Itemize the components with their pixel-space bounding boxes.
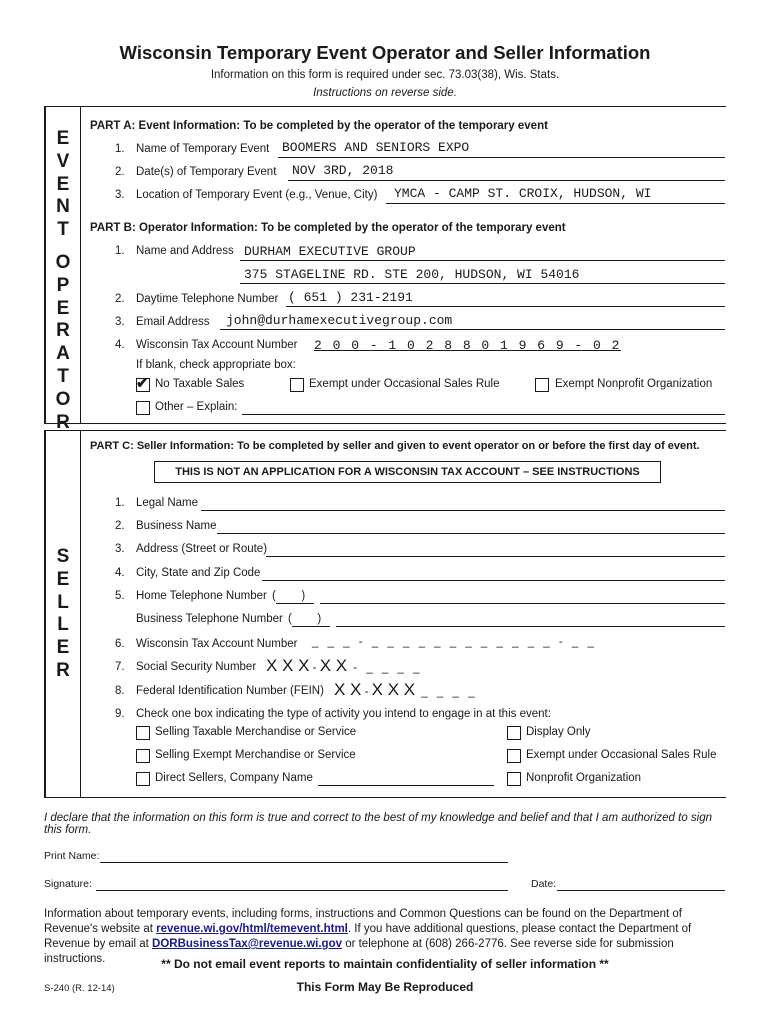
event-date-field[interactable]: NOV 3RD, 2018 <box>292 163 394 178</box>
business-phone-field[interactable] <box>336 626 725 627</box>
part-c-q5-number: 5. <box>115 590 125 602</box>
part-b-q4-number: 4. <box>115 339 125 351</box>
signature-label: Signature: <box>44 878 92 890</box>
event-location-label: Location of Temporary Event (e.g., Venue, City) <box>136 189 378 201</box>
other-checkbox[interactable] <box>136 401 150 415</box>
operator-email-line <box>220 329 725 330</box>
part-c-q2-number: 2. <box>115 520 125 532</box>
activity-type-label: Check one box indicating the type of activity you intend to engage in at this event: <box>136 708 551 720</box>
business-name-label: Business Name <box>136 520 217 532</box>
seller-tax-account-field[interactable]: _ _ _ - _ _ _ _ _ _ _ _ _ _ _ _ - _ _ <box>312 636 597 648</box>
part-a-q2-number: 2. <box>115 166 125 178</box>
event-date-line <box>288 180 725 181</box>
ssn-field[interactable]: X X X - X X - _ _ _ _ <box>266 656 423 675</box>
part-b-q3-number: 3. <box>115 316 125 328</box>
exempt-nonprofit-label: Exempt Nonprofit Organization <box>555 378 713 390</box>
legal-name-field[interactable] <box>201 510 725 511</box>
part-c-q3-number: 3. <box>115 543 125 555</box>
direct-sellers-label: Direct Sellers, Company Name <box>155 772 313 784</box>
event-name-label: Name of Temporary Event <box>136 143 270 155</box>
no-taxable-sales-label: No Taxable Sales <box>155 378 245 390</box>
operator-address-field[interactable]: 375 STAGELINE RD. STE 200, HUDSON, WI 54016 <box>244 267 580 282</box>
seller-tax-account-label: Wisconsin Tax Account Number <box>136 638 298 650</box>
seller-address-label: Address (Street or Route) <box>136 543 268 555</box>
part-a-q3-number: 3. <box>115 189 125 201</box>
legal-name-label: Legal Name <box>136 497 199 509</box>
operator-phone-area: 651 <box>303 290 328 305</box>
date-field[interactable] <box>557 890 725 891</box>
home-phone-field[interactable] <box>320 603 725 604</box>
event-location-field[interactable]: YMCA - CAMP ST. CROIX, HUDSON, WI <box>394 186 652 201</box>
event-name-line <box>278 157 725 158</box>
event-name-field[interactable]: BOOMERS AND SENIORS EXPO <box>282 140 470 155</box>
part-a-q1-number: 1. <box>115 143 125 155</box>
home-phone-area-paren: ( ) <box>272 590 306 602</box>
operator-name-field[interactable]: DURHAM EXECUTIVE GROUP <box>244 244 416 259</box>
operator-phone-line <box>286 306 725 307</box>
part-b-heading: PART B: Operator Information: To be completed by the operator of the temporary event <box>90 222 566 234</box>
fein-label: Federal Identification Number (FEIN) <box>136 685 324 697</box>
home-phone-area-field[interactable] <box>276 603 314 604</box>
print-name-field[interactable] <box>100 862 508 863</box>
part-b-q2-number: 2. <box>115 293 125 305</box>
display-only-checkbox[interactable] <box>507 726 521 740</box>
city-state-zip-field[interactable] <box>262 580 725 581</box>
business-name-field[interactable] <box>217 533 725 534</box>
operator-phone-field[interactable]: ( 651 ) 231-2191 <box>288 290 413 305</box>
home-phone-label: Home Telephone Number <box>136 590 267 602</box>
ssn-mask-area: X X X <box>266 656 310 675</box>
business-phone-area-paren: ( ) <box>288 613 322 625</box>
selling-exempt-checkbox[interactable] <box>136 749 150 763</box>
exempt-occasional-label: Exempt under Occasional Sales Rule <box>309 378 500 390</box>
seller-address-field[interactable] <box>266 556 725 557</box>
fein-mask-middle: X X X <box>371 680 416 699</box>
event-date-label: Date(s) of Temporary Event <box>136 166 277 178</box>
date-label: Date: <box>531 878 557 890</box>
nonprofit-label: Nonprofit Organization <box>526 772 642 784</box>
operator-name-label: Name and Address <box>136 245 234 257</box>
operator-email-label: Email Address <box>136 316 210 328</box>
part-c-q9-number: 9. <box>115 708 125 720</box>
form-instructions-note: Instructions on reverse side. <box>313 87 457 99</box>
part-c-q4-number: 4. <box>115 567 125 579</box>
info-paragraph: Information about temporary events, including forms, instructions and Common Questions can be found on the Department of Revenue's website at revenue.wi.gov/html/temevent.html. If you have additional questions, please contact the Department of Revenue by email at DORBusinessTax@revenue.wi.gov or telephone at (608) 266-2776. See reverse side for submission instructions. <box>44 908 692 965</box>
side-label-operator: O P E R A T O R <box>55 252 71 433</box>
fein-mask-prefix: X X <box>334 680 362 699</box>
form-subtitle: Information on this form is required under sec. 73.03(38), Wis. Stats. <box>210 69 560 81</box>
operator-address-line <box>240 283 725 284</box>
ssn-mask-group: X X <box>319 656 348 675</box>
operator-name-line <box>240 260 725 261</box>
direct-sellers-checkbox[interactable] <box>136 772 150 786</box>
seller-top-rule <box>44 430 726 431</box>
fein-field[interactable]: X X - X X X _ _ _ _ <box>334 680 478 699</box>
mid-rule <box>44 423 726 424</box>
form-id: S-240 (R. 12-14) <box>44 983 115 994</box>
temevent-link[interactable]: revenue.wi.gov/html/temevent.html <box>156 923 348 935</box>
top-rule <box>44 106 726 107</box>
business-phone-area-field[interactable] <box>292 626 330 627</box>
not-an-application-notice: THIS IS NOT AN APPLICATION FOR A WISCONSIN TAX ACCOUNT – SEE INSTRUCTIONS <box>154 461 661 483</box>
event-location-line <box>386 203 725 204</box>
bottom-rule <box>44 797 726 798</box>
part-c-heading: PART C: Seller Information: To be completed by seller and given to event operator on or before the first day of event. <box>90 440 700 452</box>
part-c-q7-number: 7. <box>115 661 125 673</box>
city-state-zip-label: City, State and Zip Code <box>136 567 261 579</box>
selling-exempt-label: Selling Exempt Merchandise or Service <box>155 749 356 761</box>
exempt-occasional-activity-checkbox[interactable] <box>507 749 521 763</box>
side-label-event: E V E N T <box>56 128 70 241</box>
selling-taxable-checkbox[interactable] <box>136 726 150 740</box>
side-label-seller: S E L L E R <box>56 546 70 681</box>
exempt-occasional-checkbox[interactable] <box>290 378 304 392</box>
operator-phone-label: Daytime Telephone Number <box>136 293 279 305</box>
other-explain-label: Other – Explain: <box>155 401 238 413</box>
part-b-q1-number: 1. <box>115 245 125 257</box>
selling-taxable-label: Selling Taxable Merchandise or Service <box>155 726 357 738</box>
email-link[interactable]: DORBusinessTax@revenue.wi.gov <box>152 938 342 950</box>
part-c-q1-number: 1. <box>115 497 125 509</box>
signature-field[interactable] <box>96 890 508 891</box>
operator-tax-account-label: Wisconsin Tax Account Number <box>136 339 298 351</box>
part-a-heading: PART A: Event Information: To be completed by the operator of the temporary event <box>90 120 548 132</box>
checkmark-icon: ✔ <box>136 375 149 392</box>
display-only-label: Display Only <box>526 726 591 738</box>
nonprofit-checkbox[interactable] <box>507 772 521 786</box>
form-title: Wisconsin Temporary Event Operator and Seller Information <box>119 42 651 63</box>
operator-tax-account-field[interactable]: 2 0 0 - 1 0 2 8 8 0 1 9 6 9 - 0 2 <box>314 338 621 353</box>
ssn-label: Social Security Number <box>136 661 257 673</box>
confidentiality-warning: ** Do not email event reports to maintain confidentiality of seller information ** <box>161 957 609 971</box>
operator-email-field[interactable]: john@durhamexecutivegroup.com <box>226 313 453 328</box>
part-c-q6-number: 6. <box>115 638 125 650</box>
declaration-text: I declare that the information on this form is true and correct to the best of my knowledge and belief and that I am authorized to sign this form. <box>44 812 713 836</box>
reproduce-note: This Form May Be Reproduced <box>296 980 474 994</box>
exempt-nonprofit-checkbox[interactable] <box>535 378 549 392</box>
other-explain-line[interactable] <box>242 414 725 415</box>
company-name-field[interactable] <box>318 785 494 786</box>
print-name-label: Print Name: <box>44 850 100 862</box>
operator-phone-number: 231-2191 <box>350 290 413 305</box>
part-c-q8-number: 8. <box>115 685 125 697</box>
business-phone-label: Business Telephone Number <box>136 613 283 625</box>
blank-note: If blank, check appropriate box: <box>136 359 296 371</box>
exempt-occasional-activity-label: Exempt under Occasional Sales Rule <box>526 749 717 761</box>
